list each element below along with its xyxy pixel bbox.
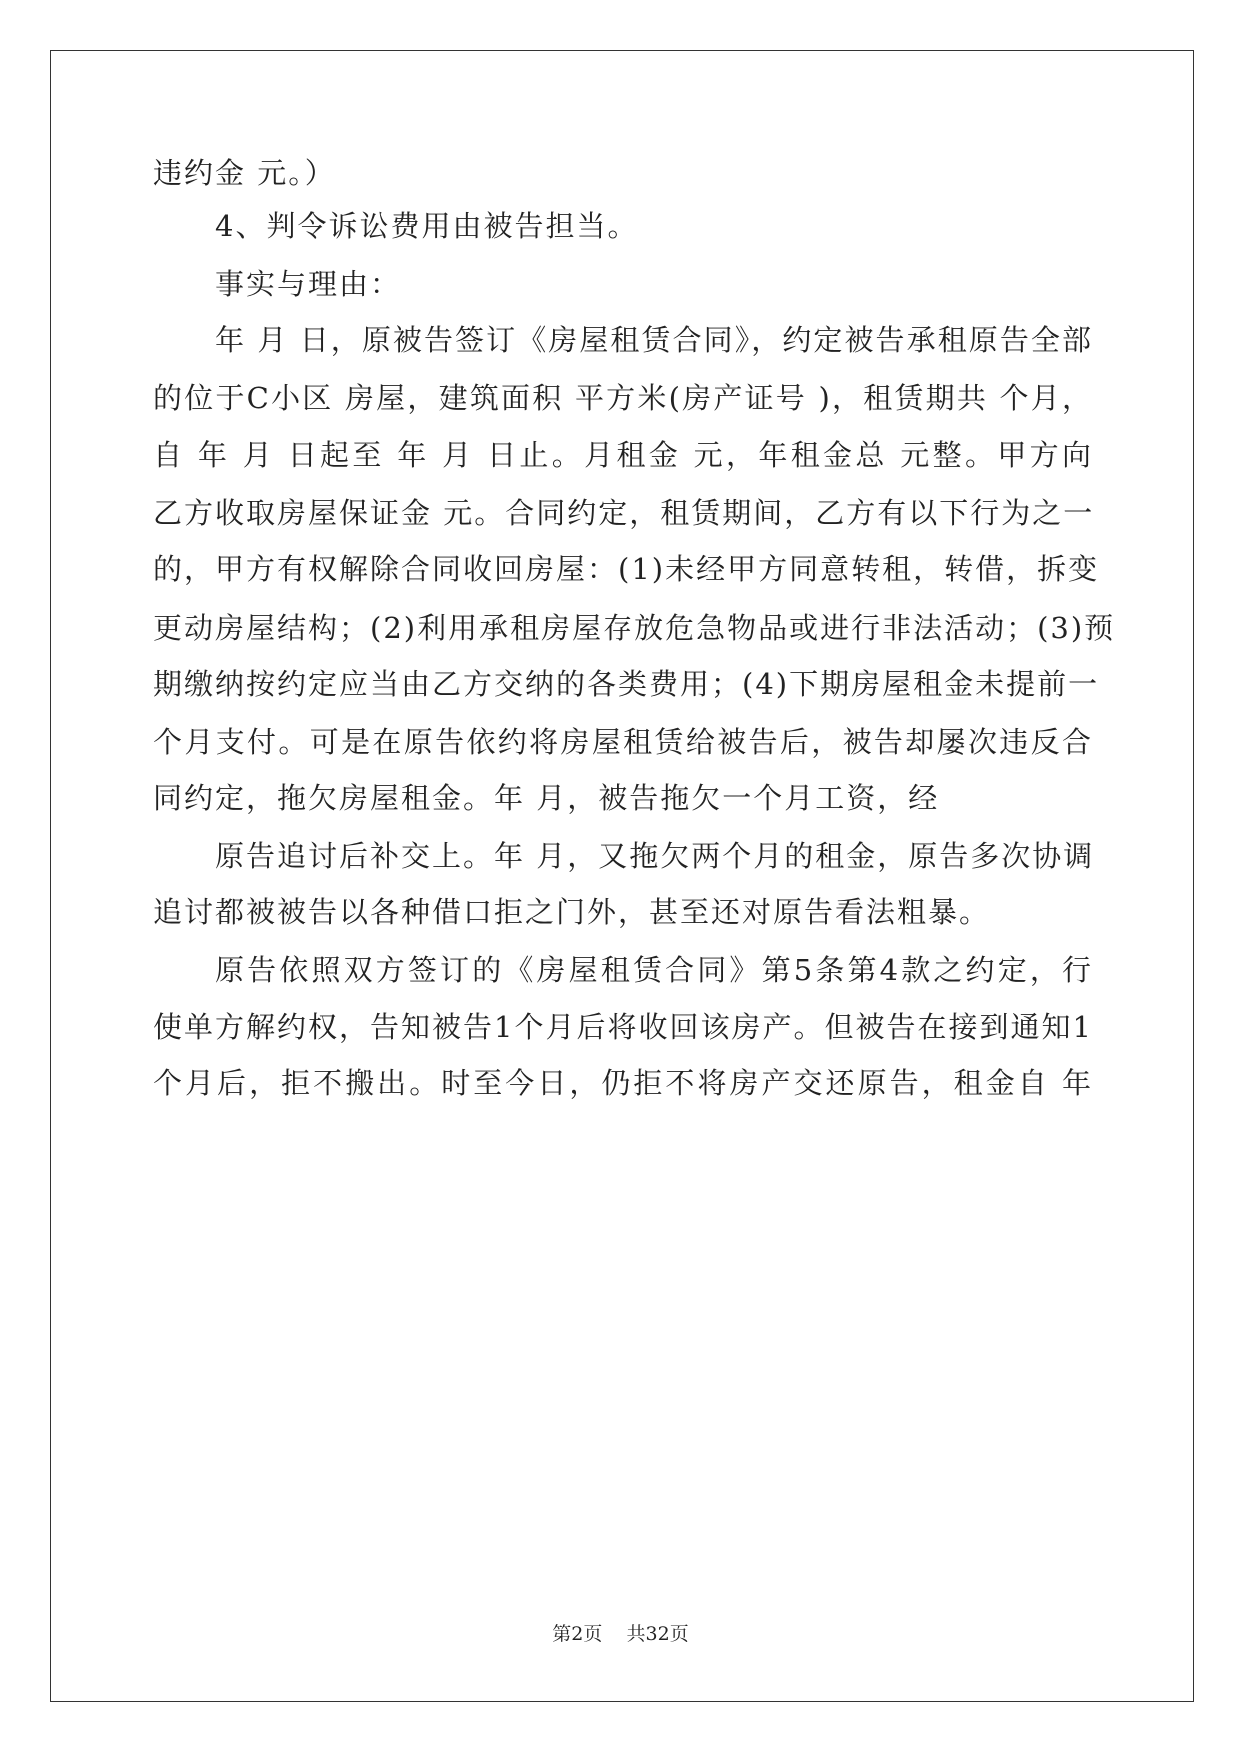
text-line: 同约定，拖欠房屋租金。年 月，被告拖欠一个月工资，经 bbox=[153, 781, 940, 815]
text-line: 自 年 月 日起至 年 月 日止。月租金 元，年租金总 元整。甲方向 bbox=[153, 438, 1093, 472]
text-line: 的位于C小区 房屋，建筑面积 平方米(房产证号 )，租赁期共 个月， bbox=[153, 381, 1093, 415]
text-line: 个月支付。可是在原告依约将房屋租赁给被告后，被告却屡次违反合 bbox=[153, 725, 1093, 759]
text-line: 年 月 日，原被告签订《房屋租赁合同》，约定被告承租原告全部 bbox=[215, 323, 1093, 357]
text-line: 个月后，拒不搬出。时至今日，仍拒不将房产交还原告，租金自 年 bbox=[153, 1066, 1093, 1100]
text-line: 原告追讨后补交上。年 月，又拖欠两个月的租金，原告多次协调 bbox=[215, 839, 1095, 873]
page-total: 共32页 bbox=[626, 1623, 689, 1645]
text-line: 4、判令诉讼费用由被告担当。 bbox=[215, 209, 639, 243]
text-line: 使单方解约权，告知被告1个月后将收回该房产。但被告在接到通知1 bbox=[153, 1010, 1093, 1044]
text-line: 更动房屋结构；(2)利用承租房屋存放危急物品或进行非法活动；(3)预 bbox=[153, 611, 1116, 645]
text-line: 追讨都被被告以各种借口拒之门外，甚至还对原告看法粗暴。 bbox=[153, 895, 991, 929]
text-line: 的，甲方有权解除合同收回房屋：(1)未经甲方同意转租，转借，拆变 bbox=[153, 552, 1100, 586]
text-line: 事实与理由： bbox=[215, 267, 402, 301]
page-number: 第2页 bbox=[552, 1623, 603, 1645]
page-footer bbox=[0, 1622, 1241, 1646]
text-line: 乙方收取房屋保证金 元。合同约定，租赁期间，乙方有以下行为之一 bbox=[153, 496, 1095, 530]
text-line: 原告依照双方签订的《房屋租赁合同》第5条第4款之约定，行 bbox=[215, 953, 1093, 987]
text-line: 违约金 元。） bbox=[153, 156, 336, 190]
text-line: 期缴纳按约定应当由乙方交纳的各类费用；(4)下期房屋租金未提前一 bbox=[153, 667, 1100, 701]
